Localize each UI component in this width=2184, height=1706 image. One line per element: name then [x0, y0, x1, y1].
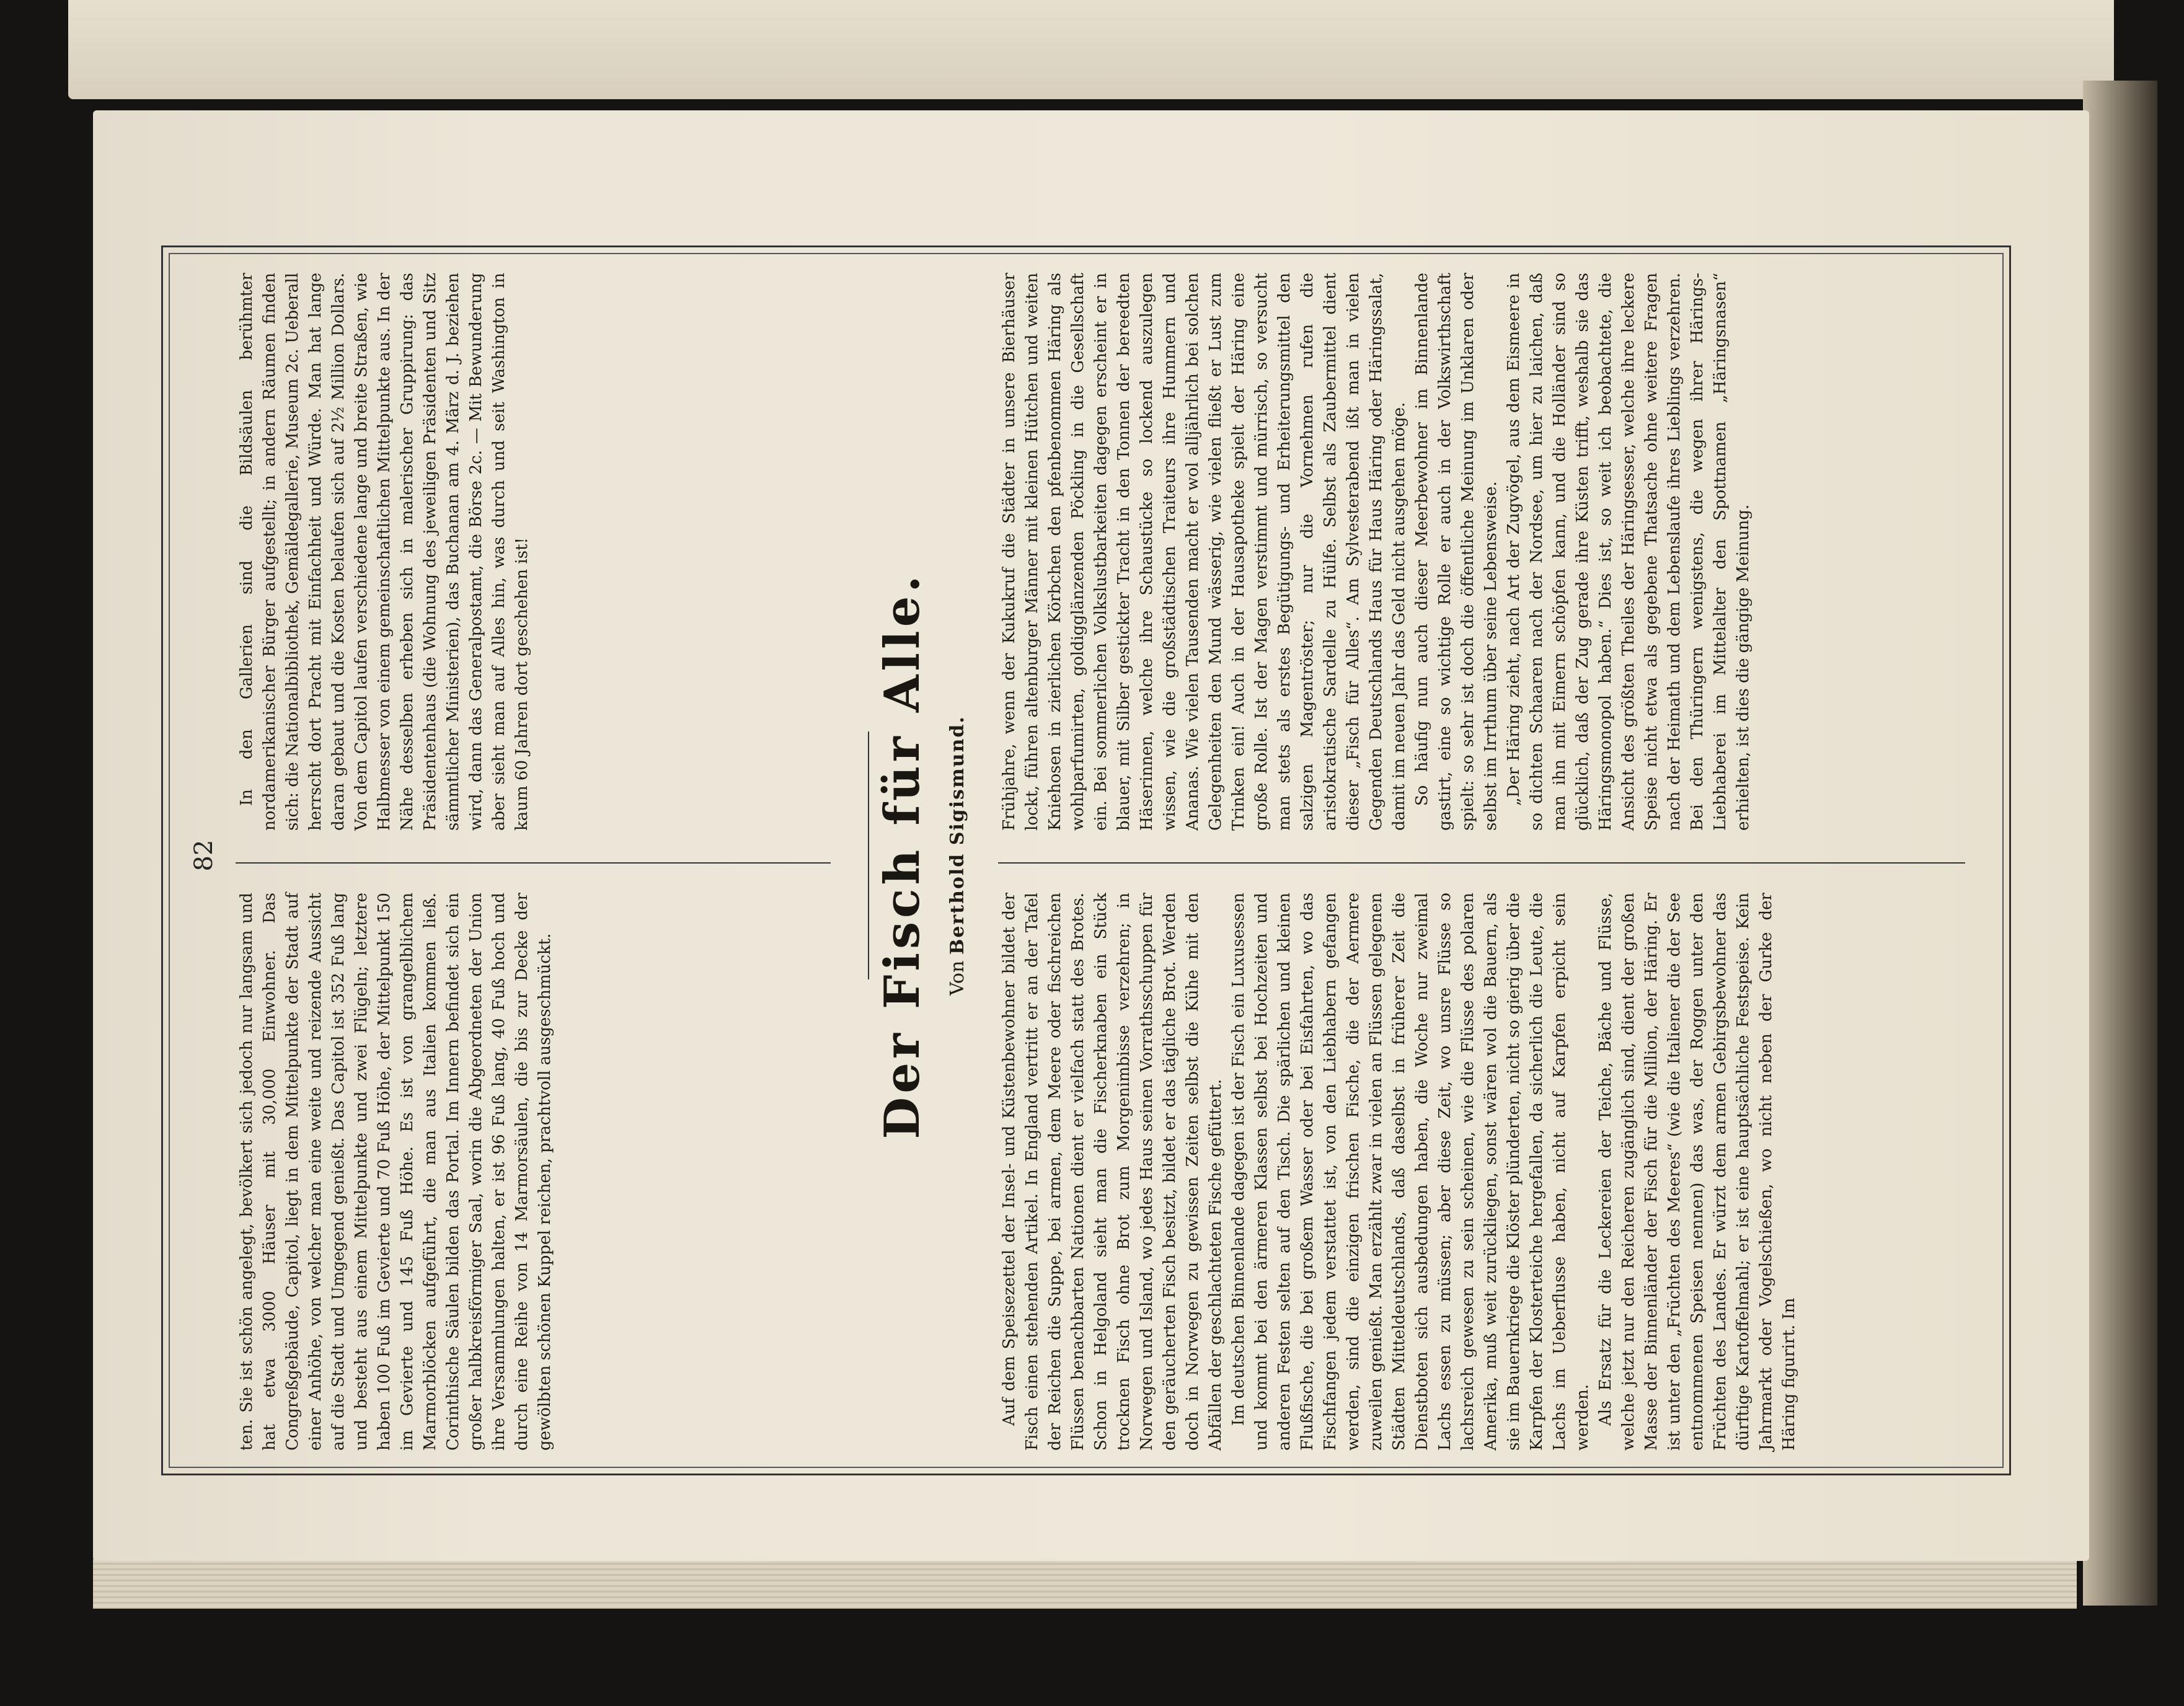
column-top-left	[236, 893, 557, 1451]
previous-page-edge	[68, 0, 2114, 99]
book-binding	[2083, 81, 2157, 1606]
paragraph: Als Ersatz für die Leckereien der Teiche, Bäche und Flüsse, welche jetzt nur den Reicheren zugänglich sind, dient der großen Masse der Binnenländer der Fisch für die Million, der Häring. Er ist unter den „Früchten des Meeres“ (wie die Italiener die der See entnommenen Speisen nennen) das was, der Roggen unter den Früchten des Landes. Er würzt dem armen Gebirgsbewohner das dürftige Kartoffelmahl; er ist eine hauptsächliche Festspeise. Kein Jahrmarkt oder Vogelschießen, wo nicht neben der Gurke der Häring figurirt. Im	[1596, 893, 1798, 1451]
author-prefix: Von	[947, 960, 968, 996]
paragraph: In den Gallerien sind die Bildsäulen berühmter nordamerikanischer Bürger aufgestellt; in andern Räumen finden sich: die Nationalbibliothek, Gemäldegallerie, Museum 2c. Ueberall herrscht dort Pracht mit Einfachheit und Würde. Man hat lange daran gebaut und die Kosten belaufen sich auf 2½ Million Dollars. Von dem Capitol laufen verschiedene lange und breite Straßen, wie Halbmesser von einem gemeinschaftlichen Mittelpunkte aus. In der Nähe desselben erheben sich in malerischer Gruppirung: das Präsidentenhaus (die Wohnung des jeweiligen Präsidenten und Sitz sämmtlicher Ministerien), das Buchanan am 4. März d. J. beziehen wird, dann das Generalpostamt, die Börse 2c. — Mit Bewunderung aber sieht man auf Alles hin, was durch und seit Washington in kaum 60 Jahren dort geschehen ist!	[237, 273, 531, 831]
article-title: Der Fisch für Alle.	[874, 572, 931, 1139]
paragraph: Frühjahre, wenn der Kukukruf die Städter in unsere Bierhäuser lockt, führen altenburger Männer mit kleinen Hütchen und weiten Kniehosen in zierlichen Körbchen den pfenbenommen Häring als wohlparfumirten, goldigglänzenden Pöckling in die Gesellschaft ein. Bei sommerlichen Volkslustbarkeiten dagegen erscheint er in blauer, mit Silber gestickter Tracht in den Tonnen der bereedten Häserinnen, welche ihre Schaustücke so lockend auszulegen wissen, wie die großstädtischen Traiteurs ihre Hummern und Ananas. Wie vielen Tausenden macht er wol alljährlich bei solchen Gelegenheiten den Mund wässerig, wie vielen fließt er Lust zum Trinken ein! Auch in der Hausapotheke spielt der Häring eine große Rolle. Ist der Magen verstimmt und mürrisch, so versucht man stets als erstes Begütigungs- und Erheiterungsmittel den salzigen Magentröster; nur die Vornehmen rufen die aristokratische Sardelle zu Hülfe. Selbst als Zaubermittel dient dieser „Fisch für Alles“. Am Sylvesterabend ißt man in vielen Gegenden Deutschlands Haus für Haus Häring oder Häringssalat, damit im neuen Jahr das Geld nicht ausgehen möge.	[1000, 273, 1408, 831]
column-divider-bottom	[998, 862, 1965, 864]
article-header	[874, 236, 968, 1475]
author-line	[947, 236, 968, 1475]
column-bottom-left	[998, 893, 1801, 1451]
author-name: Berthold Sigismund.	[947, 715, 968, 955]
paragraph: Auf dem Speisezettel der Insel- und Küstenbewohner bildet der Fisch einen stehenden Artikel. In England vertritt er an der Tafel der Reichen die Suppe, bei armen, dem Meere oder fischreichen Flüssen benachbarten Nationen dient er vielfach statt des Brotes. Schon in Helgoland sieht man die Fischerknaben ein Stück trocknen Fisch ohne Brot zum Morgenimbisse verzehren; in Norwegen und Island, wo jedes Haus seinen Vorrathsschuppen für den geräucherten Fisch besitzt, bildet er das tägliche Brot. Werden doch in Norwegen zu gewissen Zeiten selbst die Kühe mit den Abfällen der geschlachteten Fische gefüttert.	[1000, 893, 1225, 1451]
column-bottom-right	[998, 273, 1755, 831]
column-top-right	[236, 273, 534, 831]
paragraph: ten. Sie ist schön angelegt, bevölkert sich jedoch nur langsam und hat etwa 3000 Häuser mit 30,000 Einwohner. Das Congreßgebäude, Capitol, liegt in dem Mittelpunkte der Stadt auf einer Anhöhe, von welcher man eine weite und reizende Aussicht auf die Stadt und Umgegend genießt. Das Capitol ist 352 Fuß lang und besteht aus einem Mittelpunkte und zwei Flügeln; letztere haben 100 Fuß im Gevierte und 70 Fuß Höhe, der Mittelpunkt 150 im Gevierte und 145 Fuß Höhe. Es ist von grangelblichem Marmorblöcken aufgeführt, die man aus Italien kommen ließ. Corinthische Säulen bilden das Portal. Im Innern befindet sich ein großer halbkreisförmiger Saal, worin die Abgeordneten der Union ihre Versammlungen halten, er ist 96 Fuß lang, 40 Fuß hoch und durch eine Reihe von 14 Marmorsäulen, die bis zur Decke der gewölbten schönen Kuppel reichen, prachtvoll ausgeschmückt.	[237, 893, 554, 1451]
paragraph: So häufig nun auch dieser Meerbewohner im Binnenlande gastirt, eine so wichtige Rolle er auch in der Volkswirthschaft spielt: so sehr ist doch die öffentliche Meinung im Unklaren oder selbst im Irrthum über seine Lebensweise.	[1413, 273, 1500, 831]
rotated-page-content	[161, 236, 2021, 1475]
page-stack-edge	[93, 1559, 2077, 1609]
paragraph: „Der Häring zieht, nach Art der Zugvögel, aus dem Eismeere in so dichten Schaaren nach der Nordsee, um hier zu laichen, daß man ihn mit Eimern schöpfen kann, und die Holländer sind so glücklich, daß der Zug gerade ihre Küsten trifft, weshalb sie das Häringsmonopol haben.“ Dies ist, so weit ich beobachtete, die Ansicht des größten Theiles der Häringsesser, welche ihre leckere Speise nicht etwa als gegebene Thatsache ohne weitere Fragen nach der Heimath und dem Lebenslaufe ihres Lieblings verzehren. Bei den Thüringern wenigstens, die wegen ihrer Härings-Liebhaberei im Mittelalter den Spottnamen „Häringsnasen“ erhielten, ist dies die gängige Meinung.	[1505, 273, 1753, 831]
page-number: 82	[190, 839, 218, 872]
paragraph: Im deutschen Binnenlande dagegen ist der Fisch ein Luxusessen und kommt bei den ärmeren Klassen selbst bei Hochzeiten und anderen Festen selten auf den Tisch. Die spärlichen und kleinen Flußfische, die bei großem Wasser oder bei Eisfahrten, wo das Fischfangen jedem verstattet ist, von den Liebhabern gefangen werden, sind die einzigen frischen Fische, die der Aermere zuweilen genießt. Man erzählt zwar in vielen an Flüssen gelegenen Städten Mitteldeutschlands, daß daselbst in früherer Zeit die Dienstboten sich ausbedungen haben, die Woche nur zweimal Lachs essen zu müssen; aber diese Zeit, wo unsre Flüsse so lachsreich gewesen zu sein scheinen, wie die Flüsse des polaren Amerika, muß weit zurückliegen, sonst wären wol die Bauern, als sie im Bauernkriege die Klöster plünderten, nicht so gierig über die Karpfen der Klosterteiche hergefallen, da sicherlich die Leute, die Lachs im Ueberflusse haben, nicht auf Karpfen erpicht sein werden.	[1229, 893, 1592, 1451]
title-rule	[868, 731, 869, 979]
column-divider-top	[236, 862, 831, 864]
